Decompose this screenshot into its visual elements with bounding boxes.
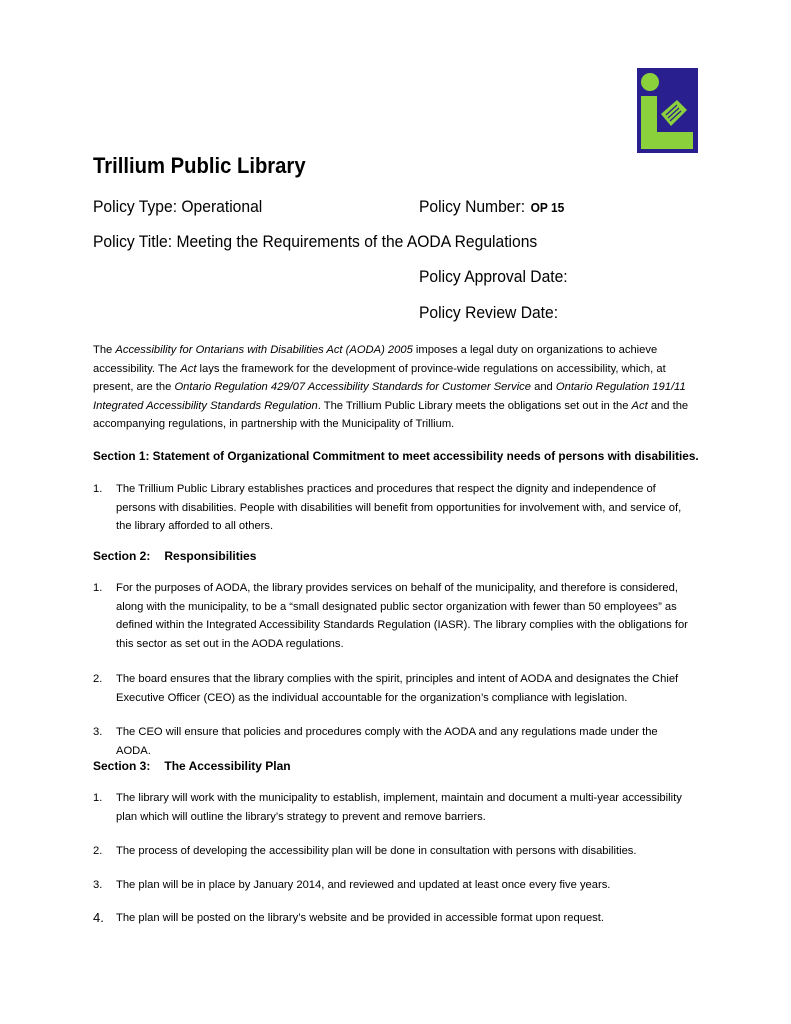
- intro-act-ref: Act: [631, 399, 648, 412]
- policy-title: Policy Title: Meeting the Requirements of the AODA Regulations: [93, 232, 538, 251]
- list-item-text: The plan will be in place by January 2014, and reviewed and updated at least once every five years.: [116, 879, 611, 891]
- policy-review-date: Policy Review Date:: [419, 303, 559, 322]
- intro-text: lays the framework for the development of province-wide regulations on accessibility, which, at present, are the: [93, 362, 666, 393]
- policy-number-label: Policy Number:: [419, 197, 526, 216]
- list-item: [93, 723, 693, 760]
- list-item-number: 4.: [93, 910, 104, 925]
- intro-text: The: [93, 344, 116, 356]
- list-item: [93, 876, 693, 895]
- list-item-text: The board ensures that the library complies with the spirit, principles and intent of AODA and designates the Chief Executive Officer (CEO) as the individual accountable for the organization’s compliance with legislation.: [116, 673, 679, 704]
- list-item-text: The CEO will ensure that policies and procedures comply with the AODA and any regulations made under the AODA.: [116, 726, 658, 757]
- intro-text: and: [531, 381, 556, 393]
- policy-type: Policy Type: Operational: [93, 197, 263, 216]
- list-item-text: The Trillium Public Library establishes practices and procedures that respect the dignity and independence of persons with disabilities. People with disabilities will benefit from opportunities for involvement with, and service of, the library afforded to all others.: [116, 483, 682, 532]
- list-item: [93, 579, 693, 653]
- policy-number: [419, 197, 564, 217]
- document-title: Trillium Public Library: [93, 153, 306, 178]
- list-item-text: The library will work with the municipality to establish, implement, maintain and document a multi-year accessibility plan which will outline the library’s strategy to prevent and remove barriers.: [116, 792, 682, 823]
- section-2-title: Responsibilities: [164, 549, 257, 563]
- list-item: [93, 670, 693, 707]
- intro-paragraph: [93, 341, 693, 434]
- intro-act-ref: Act: [180, 362, 197, 375]
- list-item-number: 2.: [93, 845, 103, 857]
- list-item-number: 3.: [93, 879, 103, 891]
- list-item: [93, 842, 693, 861]
- section-3-title: The Accessibility Plan: [164, 759, 291, 773]
- list-item-number: 1.: [93, 582, 103, 594]
- list-item: [93, 480, 693, 536]
- intro-text: imposes a legal duty on organizations to achieve accessibility. The: [93, 344, 658, 375]
- policy-approval-date: Policy Approval Date:: [419, 267, 568, 286]
- list-item-number: 3.: [93, 726, 103, 738]
- section-3-heading: [93, 759, 291, 773]
- policy-number-value: OP 15: [530, 200, 565, 215]
- intro-regulation-191: Ontario Regulation 191/11 Integrated Accessibility Standards Regulation: [93, 381, 686, 412]
- intro-text: . The Trillium Public Library meets the obligations set out in the: [317, 399, 632, 412]
- section-2-heading: [93, 549, 256, 563]
- list-item-number: 1.: [93, 792, 103, 804]
- list-item-number: 2.: [93, 673, 103, 685]
- list-item-text: The plan will be posted on the library’s website and be provided in accessible format upon request.: [116, 912, 604, 924]
- list-item: [93, 909, 693, 928]
- section-1-heading: Section 1: Statement of Organizational Commitment to meet accessibility needs of persons with disabilities.: [93, 449, 699, 463]
- list-item-text: The process of developing the accessibility plan will be done in consultation with persons with disabilities.: [116, 845, 637, 857]
- list-item-number: 1.: [93, 483, 103, 495]
- list-item-text: For the purposes of AODA, the library provides services on behalf of the municipality, and therefore is considered, along with the municipality, to be a “small designated public sector organization with fewer than 50 employees” as defined within the Integrated Accessibility Standards Regulation (IASR). The library complies with the obligations for this sector as set out in the AODA regulations.: [116, 582, 688, 650]
- library-logo: [637, 68, 698, 153]
- intro-regulation-429: Ontario Regulation 429/07 Accessibility Standards for Customer Service: [174, 381, 531, 393]
- intro-text: and the accompanying regulations, in partnership with the Municipality of Trillium.: [93, 399, 689, 430]
- section-3-number: Section 3:: [93, 759, 151, 773]
- section-2-number: Section 2:: [93, 549, 151, 563]
- intro-act-name: Accessibility for Ontarians with Disabilities Act (AODA) 2005: [115, 344, 413, 356]
- list-item: [93, 789, 693, 826]
